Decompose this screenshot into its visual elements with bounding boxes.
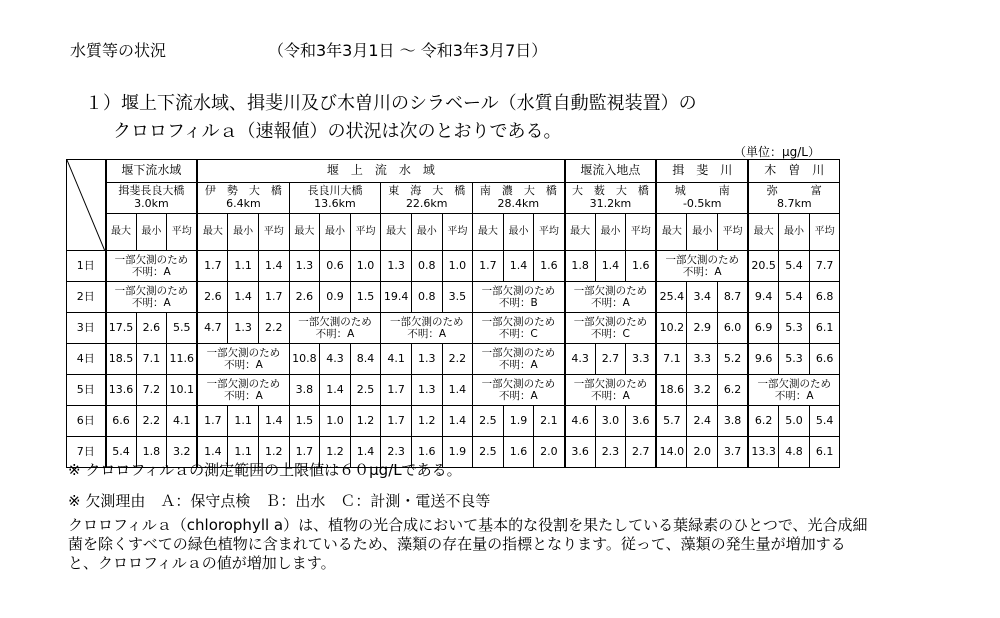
value-cell: 1.0: [320, 406, 351, 437]
value-cell: 3.4: [687, 282, 718, 313]
value-cell: 1.7: [197, 251, 228, 282]
value-cell: 6.9: [748, 313, 779, 344]
value-cell: 11.6: [167, 344, 198, 375]
value-cell: 20.5: [748, 251, 779, 282]
value-cell: 2.2: [442, 344, 473, 375]
value-cell: 1.6: [503, 437, 534, 468]
value-cell: 2.1: [534, 406, 565, 437]
value-cell: 13.3: [748, 437, 779, 468]
missing-data-cell: 一部欠測のため 不明：C: [473, 313, 565, 344]
day-label: 4日: [67, 344, 106, 375]
table-row: [67, 344, 840, 375]
value-cell: 6.1: [809, 313, 840, 344]
stat-header: 最小: [136, 214, 167, 251]
value-cell: 1.5: [289, 406, 320, 437]
value-cell: 1.9: [442, 437, 473, 468]
value-cell: 3.0: [595, 406, 626, 437]
value-cell: 4.3: [320, 344, 351, 375]
stat-header: 平均: [809, 214, 840, 251]
value-cell: 1.4: [258, 251, 289, 282]
missing-data-cell: 一部欠測のため 不明：A: [748, 375, 840, 406]
value-cell: 1.5: [350, 282, 381, 313]
stat-header: 平均: [442, 214, 473, 251]
group-header: 堰下流水域: [106, 160, 198, 183]
value-cell: 1.4: [595, 251, 626, 282]
value-cell: 10.2: [656, 313, 687, 344]
value-cell: 9.6: [748, 344, 779, 375]
missing-data-cell: 一部欠測のため 不明：A: [656, 251, 748, 282]
station-name: 城 南: [674, 184, 730, 198]
station-header: [656, 183, 748, 214]
missing-data-cell: 一部欠測のため 不明：A: [106, 251, 198, 282]
value-cell: 7.7: [809, 251, 840, 282]
value-cell: 2.9: [687, 313, 718, 344]
value-cell: 13.6: [106, 375, 137, 406]
unit-label: （単位：μg/L）: [734, 145, 820, 159]
value-cell: 1.4: [197, 437, 228, 468]
value-cell: 2.6: [289, 282, 320, 313]
missing-data-cell: 一部欠測のため 不明：A: [106, 282, 198, 313]
chlorophyll-description: クロロフィルａ（chlorophyll a）は、植物の光合成において基本的な役割を果たしている葉緑素のひとつで、光合成細菌を除くすべての緑色植物に含まれているため、藻類の存在量の指標となります。従って、藻類の発生量が増加すると、クロロフィルａの値が増加します。: [68, 516, 868, 572]
station-distance: 22.6km: [405, 197, 448, 210]
stat-header: 最小: [503, 214, 534, 251]
stat-header: 平均: [167, 214, 198, 251]
value-cell: 2.6: [197, 282, 228, 313]
value-cell: 5.0: [779, 406, 810, 437]
value-cell: 1.3: [411, 344, 442, 375]
station-name: 南 濃 大 橋: [479, 184, 557, 198]
value-cell: 2.7: [626, 437, 657, 468]
value-cell: 1.7: [381, 375, 412, 406]
value-cell: 1.4: [258, 406, 289, 437]
value-cell: 5.3: [779, 313, 810, 344]
value-cell: 19.4: [381, 282, 412, 313]
missing-data-cell: 一部欠測のため 不明：A: [197, 344, 289, 375]
value-cell: 3.3: [626, 344, 657, 375]
value-cell: 6.6: [106, 406, 137, 437]
value-cell: 1.3: [411, 375, 442, 406]
value-cell: 1.4: [442, 375, 473, 406]
value-cell: 2.7: [595, 344, 626, 375]
station-header: [748, 183, 840, 214]
value-cell: 1.4: [503, 251, 534, 282]
note-missing-reasons: ※ 欠測理由 Ａ：保守点検 Ｂ：出水 Ｃ：計測・電送不良等: [68, 492, 491, 510]
value-cell: 6.0: [718, 313, 749, 344]
value-cell: 10.8: [289, 344, 320, 375]
value-cell: 3.6: [626, 406, 657, 437]
value-cell: 1.4: [442, 406, 473, 437]
intro-line-1: １）堰上下流水域、揖斐川及び木曽川のシラベール（水質自動監視装置）の: [85, 93, 697, 114]
station-name: 長良川大橋: [307, 184, 363, 198]
corner-diagonal-cell: [67, 160, 106, 251]
value-cell: 5.2: [718, 344, 749, 375]
value-cell: 1.1: [228, 251, 259, 282]
value-cell: 2.0: [687, 437, 718, 468]
value-cell: 4.7: [197, 313, 228, 344]
stat-header: 最小: [779, 214, 810, 251]
stat-header: 最大: [106, 214, 137, 251]
value-cell: 1.7: [381, 406, 412, 437]
value-cell: 1.2: [258, 437, 289, 468]
station-name: 弥 富: [766, 184, 822, 198]
value-cell: 25.4: [656, 282, 687, 313]
missing-data-cell: 一部欠測のため 不明：A: [289, 313, 381, 344]
station-name: 東 海 大 橋: [388, 184, 466, 198]
stat-header: 最小: [411, 214, 442, 251]
value-cell: 14.0: [656, 437, 687, 468]
station-distance: 31.2km: [589, 197, 632, 210]
intro-line-2: クロロフィルａ（速報値）の状況は次のとおりである。: [113, 121, 562, 142]
value-cell: 5.7: [656, 406, 687, 437]
value-cell: 4.1: [167, 406, 198, 437]
value-cell: 5.4: [779, 282, 810, 313]
stat-header: 平均: [534, 214, 565, 251]
value-cell: 3.6: [565, 437, 596, 468]
value-cell: 6.2: [748, 406, 779, 437]
value-cell: 1.2: [350, 406, 381, 437]
value-cell: 3.2: [167, 437, 198, 468]
stat-header: 最大: [197, 214, 228, 251]
stat-header: 平均: [350, 214, 381, 251]
day-label: 3日: [67, 313, 106, 344]
value-cell: 2.3: [595, 437, 626, 468]
value-cell: 2.2: [258, 313, 289, 344]
value-cell: 1.7: [258, 282, 289, 313]
day-label: 6日: [67, 406, 106, 437]
value-cell: 18.6: [656, 375, 687, 406]
note-upper-limit: ※ クロロフィルａの測定範囲の上限値は６０μg/Lである。: [68, 461, 462, 479]
value-cell: 1.1: [228, 406, 259, 437]
stat-header: 最大: [565, 214, 596, 251]
value-cell: 1.0: [350, 251, 381, 282]
stat-header: 平均: [258, 214, 289, 251]
value-cell: 4.6: [565, 406, 596, 437]
value-cell: 1.9: [503, 406, 534, 437]
value-cell: 8.4: [350, 344, 381, 375]
station-header: [473, 183, 565, 214]
missing-data-cell: 一部欠測のため 不明：A: [381, 313, 473, 344]
day-label: 1日: [67, 251, 106, 282]
value-cell: 5.5: [167, 313, 198, 344]
value-cell: 2.3: [381, 437, 412, 468]
value-cell: 6.2: [718, 375, 749, 406]
value-cell: 1.6: [534, 251, 565, 282]
value-cell: 9.4: [748, 282, 779, 313]
value-cell: 8.7: [718, 282, 749, 313]
station-name: 伊 勢 大 橋: [204, 184, 282, 198]
page-title: 水質等の状況: [70, 41, 167, 60]
stat-header: 最大: [289, 214, 320, 251]
stat-header: 最大: [381, 214, 412, 251]
station-header: [381, 183, 473, 214]
station-distance: 13.6km: [314, 197, 356, 210]
value-cell: 4.8: [779, 437, 810, 468]
value-cell: 4.1: [381, 344, 412, 375]
stat-header: 最小: [228, 214, 259, 251]
value-cell: 10.1: [167, 375, 198, 406]
value-cell: 7.1: [656, 344, 687, 375]
value-cell: 2.5: [473, 406, 504, 437]
missing-data-cell: 一部欠測のため 不明：A: [565, 375, 657, 406]
value-cell: 1.1: [228, 437, 259, 468]
day-label: 7日: [67, 437, 106, 468]
value-cell: 4.3: [565, 344, 596, 375]
value-cell: 5.3: [779, 344, 810, 375]
stat-header: 平均: [626, 214, 657, 251]
station-name: 揖斐長良大橋: [118, 184, 185, 198]
table-row: [67, 375, 840, 406]
value-cell: 6.6: [809, 344, 840, 375]
value-cell: 2.5: [350, 375, 381, 406]
station-distance: 6.4km: [226, 197, 261, 210]
value-cell: 6.8: [809, 282, 840, 313]
period-range: （令和3年3月1日 ～ 令和3年3月7日）: [268, 41, 548, 60]
table-row: [67, 406, 840, 437]
value-cell: 2.5: [473, 437, 504, 468]
value-cell: 0.8: [411, 251, 442, 282]
value-cell: 3.3: [687, 344, 718, 375]
stat-header: 最大: [656, 214, 687, 251]
value-cell: 1.3: [228, 313, 259, 344]
value-cell: 1.6: [411, 437, 442, 468]
value-cell: 2.4: [687, 406, 718, 437]
value-cell: 5.4: [779, 251, 810, 282]
station-distance: 3.0km: [134, 197, 169, 210]
value-cell: 0.6: [320, 251, 351, 282]
value-cell: 6.1: [809, 437, 840, 468]
missing-data-cell: 一部欠測のため 不明：B: [473, 282, 565, 313]
value-cell: 1.8: [136, 437, 167, 468]
day-label: 5日: [67, 375, 106, 406]
stat-header: 最小: [595, 214, 626, 251]
value-cell: 7.1: [136, 344, 167, 375]
value-cell: 1.8: [565, 251, 596, 282]
value-cell: 1.0: [442, 251, 473, 282]
missing-data-cell: 一部欠測のため 不明：A: [473, 375, 565, 406]
day-label: 2日: [67, 282, 106, 313]
station-header: [289, 183, 381, 214]
value-cell: 2.2: [136, 406, 167, 437]
station-header: [106, 183, 198, 214]
value-cell: 1.2: [320, 437, 351, 468]
value-cell: 1.4: [228, 282, 259, 313]
value-cell: 7.2: [136, 375, 167, 406]
stat-header: 最大: [748, 214, 779, 251]
table-row: [67, 251, 840, 282]
value-cell: 1.4: [350, 437, 381, 468]
value-cell: 1.7: [197, 406, 228, 437]
value-cell: 1.3: [381, 251, 412, 282]
value-cell: 17.5: [106, 313, 137, 344]
station-distance: 28.4km: [497, 197, 540, 210]
station-name: 大 薮 大 橋: [571, 184, 649, 198]
stat-header: 平均: [718, 214, 749, 251]
value-cell: 0.8: [411, 282, 442, 313]
value-cell: 3.7: [718, 437, 749, 468]
station-header: [197, 183, 289, 214]
station-distance: 8.7km: [776, 197, 812, 210]
value-cell: 1.7: [473, 251, 504, 282]
value-cell: 3.8: [289, 375, 320, 406]
value-cell: 1.6: [626, 251, 657, 282]
value-cell: 1.4: [320, 375, 351, 406]
stat-header: 最小: [320, 214, 351, 251]
value-cell: 2.6: [136, 313, 167, 344]
table-row: [67, 282, 840, 313]
group-header: 堰 上 流 水 域: [197, 160, 564, 183]
missing-data-cell: 一部欠測のため 不明：A: [473, 344, 565, 375]
group-header: 堰流入地点: [565, 160, 657, 183]
chlorophyll-table: [66, 159, 840, 468]
value-cell: 18.5: [106, 344, 137, 375]
value-cell: 3.5: [442, 282, 473, 313]
value-cell: 3.2: [687, 375, 718, 406]
value-cell: 1.2: [411, 406, 442, 437]
missing-data-cell: 一部欠測のため 不明：A: [197, 375, 289, 406]
missing-data-cell: 一部欠測のため 不明：C: [565, 313, 657, 344]
stat-header: 最小: [687, 214, 718, 251]
value-cell: 3.8: [718, 406, 749, 437]
station-distance: -0.5km: [682, 197, 722, 210]
value-cell: 1.3: [289, 251, 320, 282]
value-cell: 5.4: [809, 406, 840, 437]
stat-header: 最大: [473, 214, 504, 251]
value-cell: 2.0: [534, 437, 565, 468]
value-cell: 1.7: [289, 437, 320, 468]
group-header: 揖 斐 川: [656, 160, 748, 183]
station-header: [565, 183, 657, 214]
value-cell: 5.4: [106, 437, 137, 468]
table-row: [67, 313, 840, 344]
missing-data-cell: 一部欠測のため 不明：A: [565, 282, 657, 313]
value-cell: 0.9: [320, 282, 351, 313]
group-header: 木 曽 川: [748, 160, 840, 183]
